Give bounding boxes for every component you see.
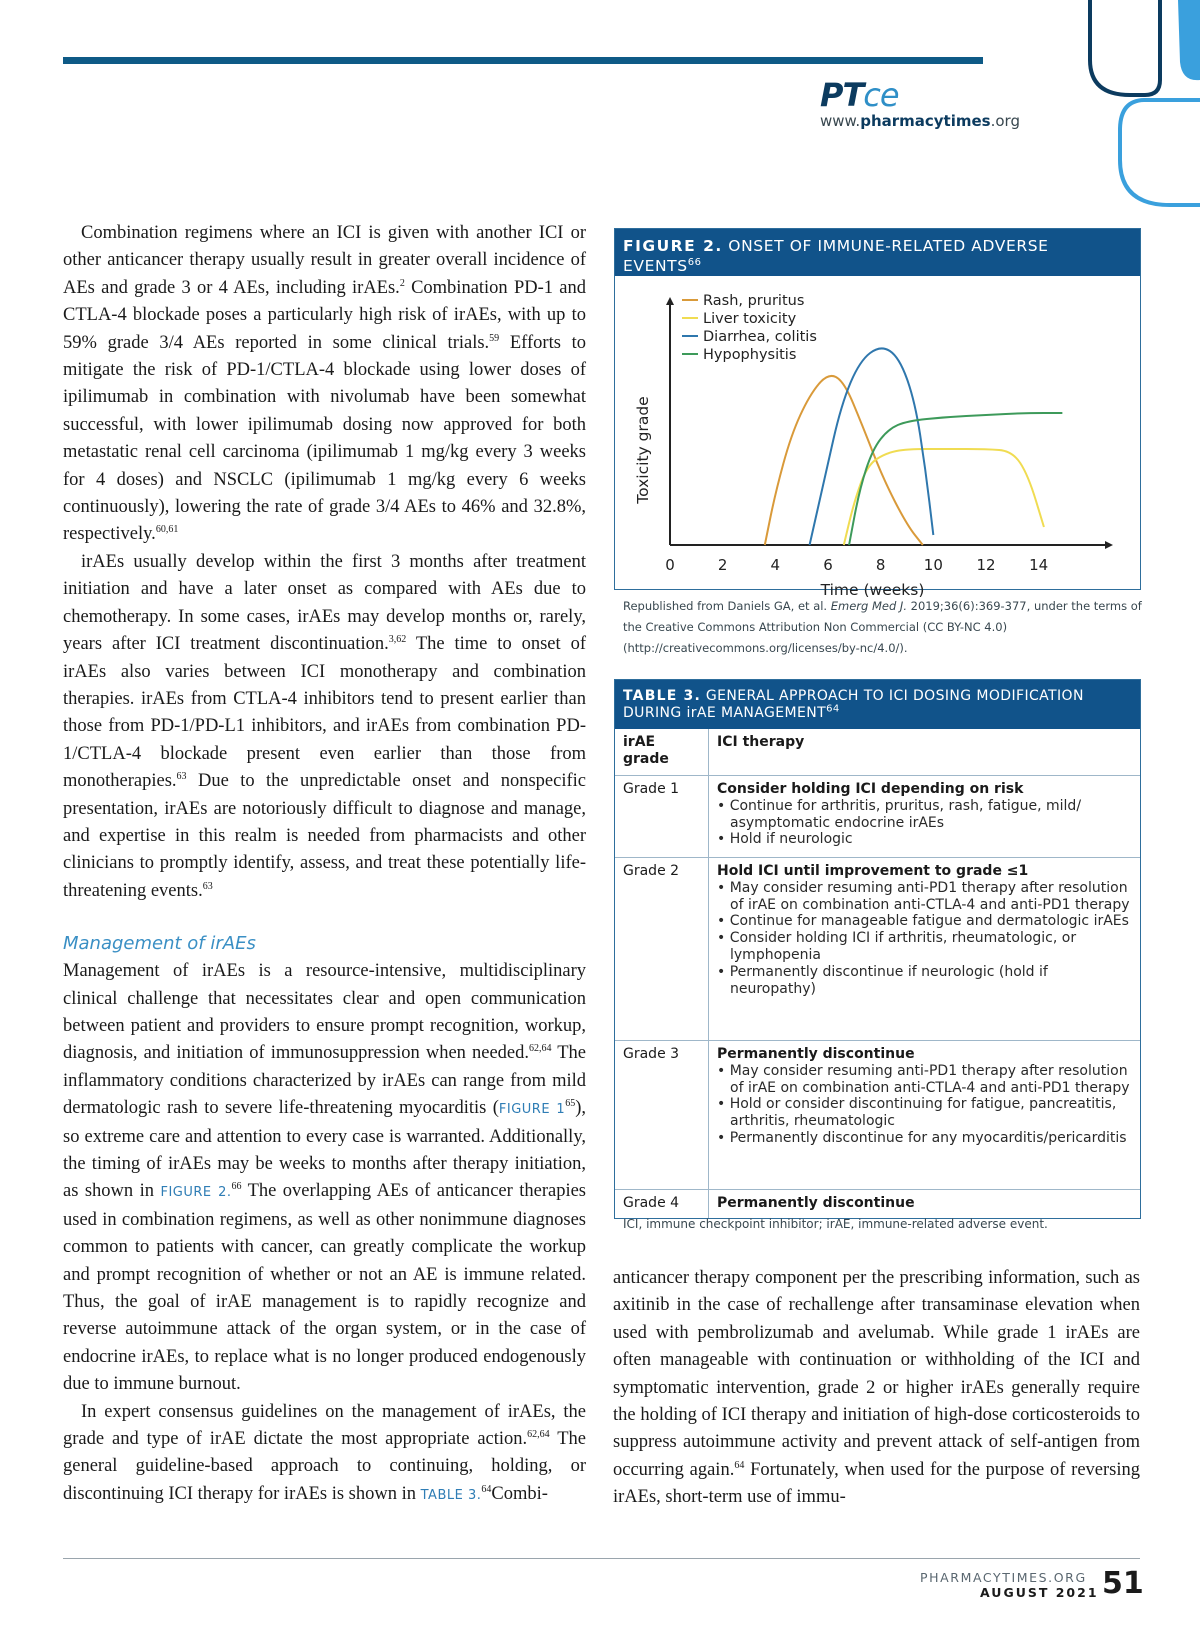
table-row bbox=[615, 1040, 1140, 1189]
table-row bbox=[615, 857, 1140, 1040]
footer-date: AUGUST 2021 bbox=[980, 1585, 1099, 1600]
ptce-logo: PTce bbox=[820, 76, 899, 114]
x-tick-label: 8 bbox=[875, 556, 886, 574]
table-title: TABLE 3. GENERAL APPROACH TO ICI DOSING MODIFICATION DURING irAE MANAGEMENT$^{64}$ bbox=[615, 680, 1140, 729]
table-header-row bbox=[615, 729, 1140, 775]
x-tick-label: 10 bbox=[923, 556, 943, 574]
x-tick-label: 4 bbox=[770, 556, 781, 574]
x-tick-label: 14 bbox=[1029, 556, 1049, 574]
paragraph-4: In expert consensus guidelines on the management of irAEs, the grade and type of irAE dictate the most appropriate action.$^{62,64}$ The general guideline-based approach to continuing, holding, or discontinuing ICI therapy for irAEs is shown in TABLE 3.64Combi- bbox=[63, 1401, 586, 1504]
series-line-hypophysitis bbox=[849, 413, 1062, 545]
table-header-grade: irAE grade bbox=[615, 729, 709, 775]
x-tick-label: 2 bbox=[717, 556, 728, 574]
page-number: 51 bbox=[1102, 1566, 1144, 1601]
legend-label: Rash, pruritus bbox=[703, 293, 805, 309]
table-row bbox=[615, 775, 1140, 857]
grade-cell: Grade 4 bbox=[615, 1190, 709, 1218]
x-axis-arrow bbox=[1105, 541, 1113, 549]
legend-label: Hypophysitis bbox=[703, 347, 797, 363]
grade-cell: Grade 3 bbox=[615, 1041, 709, 1189]
figure-title: FIGURE 2. ONSET OF IMMUNE-RELATED ADVERSE EVENTS$^{66}$ bbox=[615, 229, 1140, 276]
site-url[interactable]: www.pharmacytimes.org bbox=[820, 112, 1020, 130]
right-column bbox=[613, 1265, 1140, 1512]
x-tick-label: 6 bbox=[823, 556, 833, 574]
therapy-cell: Permanently discontinue • May consider resuming anti-PD1 therapy after resolution of irAE on combination anti-CTLA-4 and anti-PD1 therapy • Hold or consider discontinuing for fatigue, pancreatitis, arthritis, rheumatologic • Permanently discontinue for any myocarditis/pericarditis bbox=[709, 1041, 1140, 1189]
legend-label: Diarrhea, colitis bbox=[703, 329, 817, 345]
figure-2-box bbox=[614, 228, 1141, 599]
table-3-link[interactable]: TABLE 3. bbox=[420, 1487, 482, 1503]
therapy-cell: Consider holding ICI depending on risk • Continue for arthritis, pruritus, rash, fatigue, mild/ asymptomatic endocrine irAEs • Hold if neurologic bbox=[709, 776, 1140, 857]
header-rule bbox=[63, 57, 983, 64]
y-axis-label: Toxicity grade bbox=[634, 396, 652, 504]
y-axis-arrow bbox=[666, 297, 674, 305]
paragraph-3: Management of irAEs is a resource-intensive, multidisciplinary clinical challenge that necessitates clear and open communication between patient and providers to ensure prompt recognition, workup, diagnosis, and initiation of immunosuppression when needed.$^{62,64}$ The inflammatory conditions characterized by irAEs can range from mild dermatologic rash to severe life-threatening myocarditis (FIGURE $1^{65}$), so extreme care and attention to every case is warranted. Additionally, the timing of irAEs may be weeks to months after therapy initiation, as shown in FIGURE 2.66 The overlapping AEs of anticancer therapies used in combination regimens, as well as other nonimmune diagnoses common to patients with cancer, can greatly complicate the workup and prompt recognition of whether or not an AE is immune related. Thus, the goal of irAE management is to rapidly recognize and reverse autoimmune attack of the organ system, or in the case of endocrine irAEs, to replace what is no longer produced endogenously due to immune burnout. bbox=[63, 961, 587, 1395]
paragraph-5: anticancer therapy component per the prescribing information, such as axitinib in the case of rechallenge after transaminase elevation when used with pembrolizumab and avelumab. While grade 1 irAEs are often manageable with continuation or withholding of the ICI and symptomatic intervention, grade 2 or higher irAEs generally require the holding of ICI therapy and initiation of high-dose corticosteroids to suppress autoimmune activity and prevent attack of self-antigen from occurring again.$^{64}$ Fortunately, when used for the purpose of reversing irAEs, short-term use of immu- bbox=[613, 1268, 1140, 1508]
table-row bbox=[615, 1189, 1140, 1218]
figure-2-link[interactable]: FIGURE 2. bbox=[160, 1185, 232, 1201]
x-axis-label: Time (weeks) bbox=[820, 581, 925, 599]
figure-1-link[interactable]: FIGURE 1 bbox=[498, 1102, 566, 1118]
table-3 bbox=[614, 679, 1141, 1219]
onset-chart bbox=[615, 277, 1139, 599]
therapy-cell: Permanently discontinue bbox=[717, 1195, 915, 1211]
grade-cell: Grade 1 bbox=[615, 776, 709, 857]
x-tick-label: 12 bbox=[976, 556, 996, 574]
footer-site[interactable]: PHARMACYTIMES.ORG bbox=[920, 1570, 1087, 1585]
table-footnote: ICI, immune checkpoint inhibitor; irAE, immune-related adverse event. bbox=[623, 1217, 1048, 1231]
figure-caption: Republished from Daniels GA, et al. Emerg Med J. 2019;36(6):369-377, under the terms of the Creative Commons Attribution Non Commercial (CC BY-NC 4.0)(http://creativecommons.org/licenses/by-nc/4.0/). bbox=[623, 599, 1142, 655]
table-header-therapy: ICI therapy bbox=[717, 734, 805, 750]
paragraph-1: Combination regimens where an ICI is given with another ICI or other anticancer therapy usually result in greater overall incidence of AEs and grade 3 or 4 AEs, including irAEs.$^2$ Combination PD-1 and CTLA-4 blockade poses a particularly high risk of irAEs, with up to 59% grade 3/4 AEs reported in some clinical trials.$^{59}$ Efforts to mitigate the risk of PD-1/CTLA-4 blockade using lower doses of ipilimumab in combination with nivolumab have been somewhat successful, with lower ipilimumab dosing now approved for both metastatic renal cell carcinoma (ipilimumab 1 mg/kg every 3 weeks for 4 doses) and NSCLC (ipilimumab 1 mg/kg every 6 weeks continuously), lowering the rate of grade 3/4 AEs to 46% and 32.8%, respectively.$^{60,61}$ bbox=[63, 223, 586, 545]
grade-cell: Grade 2 bbox=[615, 858, 709, 1040]
legend-label: Liver toxicity bbox=[703, 311, 797, 327]
therapy-cell: Hold ICI until improvement to grade ≤1 • May consider resuming anti-PD1 therapy after resolution of irAE on combination anti-CTLA-4 and anti-PD1 therapy • Continue for manageable fatigue and dermatologic irAEs • Consider holding ICI if arthritis, rheumatologic, or lymphopenia • Permanently discontinue if neurologic (hold if neuropathy) bbox=[709, 858, 1140, 1040]
section-heading: Management of irAEs bbox=[63, 933, 256, 955]
paragraph-2: irAEs usually develop within the first 3 months after treatment initiation and have a later onset as compared with AEs due to chemotherapy. In some cases, irAEs may develop months or, rarely, years after ICI treatment discontinuation.$^{3,62}$ The time to onset of irAEs also varies between ICI monotherapy and combination therapies. irAEs from CTLA-4 inhibitors tend to present earlier than those from PD-1/PD-L1 inhibitors, and irAEs from combination PD-1/CTLA-4 blockade present even earlier than those from monotherapies.$^{63}$ Due to the unpredictable onset and nonspecific presentation, irAEs are notoriously difficult to diagnose and manage, and expertise in this realm is needed from pharmacists and other clinicians to promptly identify, assess, and treat these potentially life-threatening events.$^{63}$ bbox=[63, 551, 586, 901]
series-line-liver-toxicity bbox=[844, 449, 1044, 545]
left-column bbox=[63, 220, 586, 1509]
footer-rule bbox=[63, 1558, 1140, 1559]
x-tick-label: 0 bbox=[665, 556, 675, 574]
